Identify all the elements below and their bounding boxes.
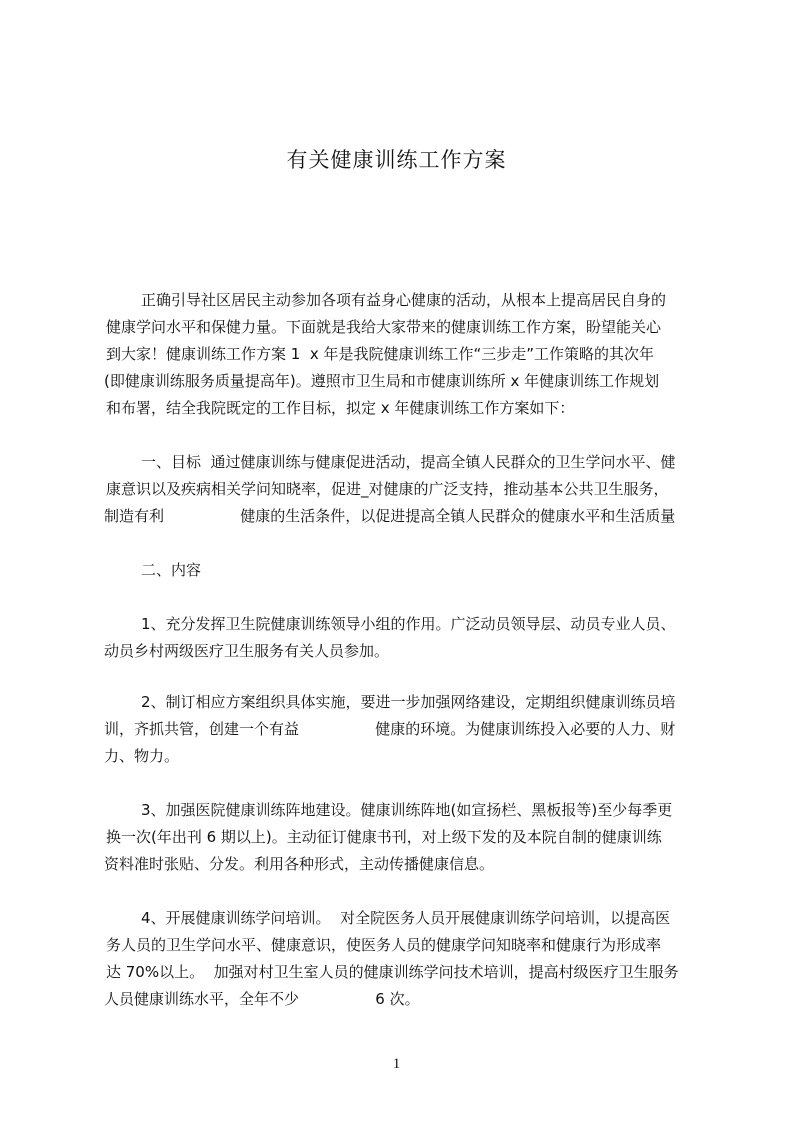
document-title: 有关健康训练工作方案 [286, 148, 507, 172]
text-line: 换一次(年出刊 6 期以上)。主动征订健康书刊，对上级下发的及本院自制的健康训练 [106, 828, 662, 846]
text-line: (即健康训练服务质量提高年)。遵照市卫生局和市健康训练所 x 年健康训练工作规划 [104, 372, 660, 390]
text-line: 和布署，结全我院既定的工作目标，拟定 x 年健康训练工作方案如下： [106, 399, 575, 417]
text-line: 动员乡村两级医疗卫生服务有关人员参加。 [104, 642, 390, 660]
text-line: 2、制订相应方案组织具体实施，要进一步加强网络建设，定期组织健康训练员培 [141, 693, 676, 711]
text-line: 力、物力。 [104, 747, 180, 765]
text-line: 一、目标 通过健康训练与健康促进活动，提高全镇人民群众的卫生学问水平、健 [141, 453, 676, 471]
text-line: 健康学问水平和保健力量。下面就是我给大家带来的健康训练工作方案，盼望能关心 [106, 318, 662, 336]
section-heading: 二、内容 [141, 561, 202, 579]
text-line: 康意识以及疾病相关学问知晓率，促进_对健康的广泛支持，推动基本公共卫生服务， [106, 480, 669, 498]
text-line: 1、充分发挥卫生院健康训练领导小组的作用。广泛动员领导层、动员专业人员、 [141, 615, 676, 633]
text-line: 3、加强医院健康训练阵地建设。健康训练阵地(如宣扬栏、黑板报等)至少每季更 [141, 801, 673, 819]
text-line: 4、开展健康训练学问培训。 对全院医务人员开展健康训练学问培训，以提高医 [141, 909, 671, 927]
text-line: 务人员的卫生学问水平、健康意识，使医务人员的健康学问知晓率和健康行为形成率 [106, 936, 662, 954]
text-line: 达 70%以上。 加强对村卫生室人员的健康训练学问技术培训，提高村级医疗卫生服务 [106, 963, 679, 981]
text-line: 制造有利 健康的生活条件，以促进提高全镇人民群众的健康水平和生活质量 [104, 507, 676, 525]
text-line: 正确引导社区居民主动参加各项有益身心健康的活动，从根本上提高居民自身的 [141, 291, 667, 309]
text-line: 到大家！健康训练工作方案 1 x 年是我院健康训练工作“三步走”工作策略的其次年 [106, 345, 655, 363]
text-line: 资料准时张贴、分发。利用各种形式，主动传播健康信息。 [104, 855, 495, 873]
text-line: 训，齐抓共管，创建一个有益 健康的环境。为健康训练投入必要的人力、财 [104, 720, 676, 738]
text-line: 人员健康训练水平，全年不少 6 次。 [104, 990, 420, 1008]
page-number: 1 [392, 1056, 401, 1072]
